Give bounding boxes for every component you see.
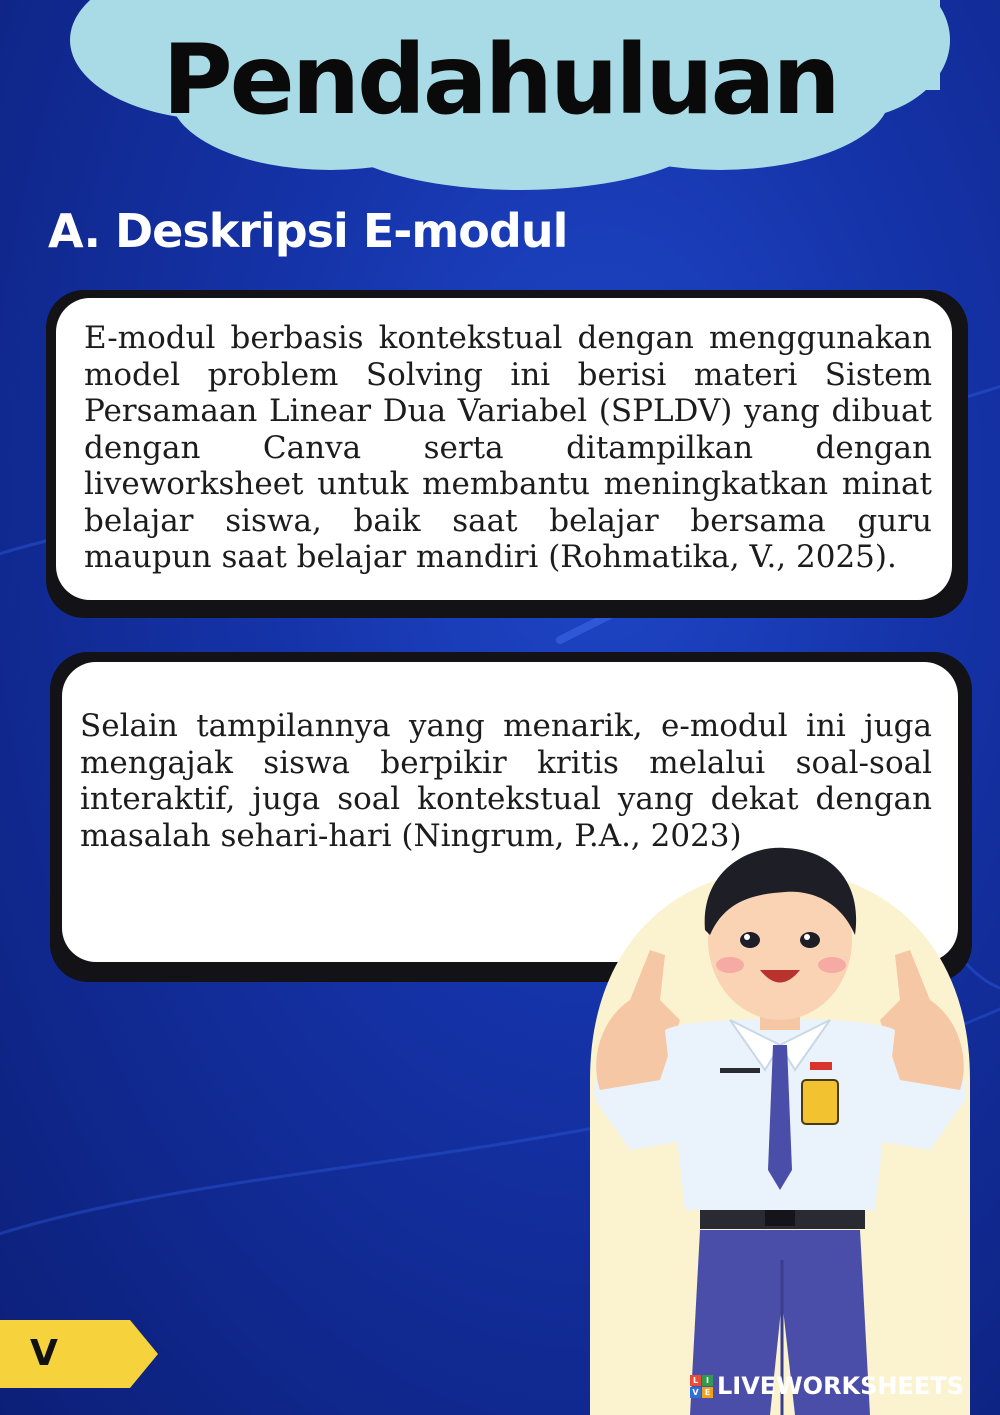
description-text-2: Selain tampilannya yang menarik, e-modul ini juga mengajak siswa berpikir kritis melalui soal-soal interaktif, juga soal kontekstual yang dekat dengan masalah sehari-hari (Ningrum, P.A., 2023) — [80, 708, 932, 854]
page-title: Pendahuluan — [162, 24, 838, 136]
description-text-1: E-modul berbasis kontekstual dengan menggunakan model problem Solving ini berisi materi Sistem Persamaan Linear Dua Variabel (SPLDV) yang dibuat dengan Canva serta ditampilkan dengan liveworksheet untuk membantu meningkatkan minat belajar siswa, baik saat belajar bersama guru maupun saat belajar mandiri (Rohmatika, V., 2025). — [84, 320, 932, 575]
brand-name: LIVEWORKSHEETS — [717, 1372, 964, 1400]
description-card-1 — [56, 298, 952, 600]
page-number-tag — [0, 1320, 160, 1388]
page-number: V — [30, 1333, 58, 1374]
student-pointing-illustration — [570, 830, 990, 1415]
section-heading: A. Deskripsi E-modul — [48, 204, 568, 258]
liveworksheets-watermark — [690, 1372, 964, 1400]
liveworksheets-logo-icon: L I V E — [690, 1375, 713, 1398]
